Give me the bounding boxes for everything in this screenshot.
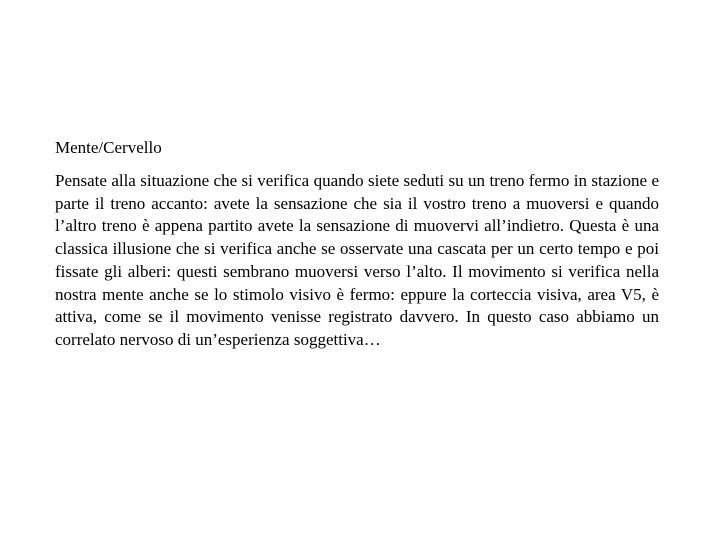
body-paragraph: Pensate alla situazione che si verifica quando siete seduti su un treno fermo in stazione e parte il treno accanto: avete la sensazione che sia il vostro treno a muoversi e quando l’altro treno è appena partito avete la sensazione di muovervi all’indietro. Questa è una classica illusione che si verifica anche se osservate una cascata per un certo tempo e poi fissate gli alberi: questi sembrano muoversi verso l’alto. Il movimento si verifica nella nostra mente anche se lo stimolo visivo è fermo: eppure la corteccia visiva, area V5, è attiva, come se il movimento venisse registrato davvero. In questo caso abbiamo un correlato nervoso di un’esperienza soggettiva…	[55, 171, 659, 349]
slide-title: Mente/Cervello	[55, 138, 162, 157]
